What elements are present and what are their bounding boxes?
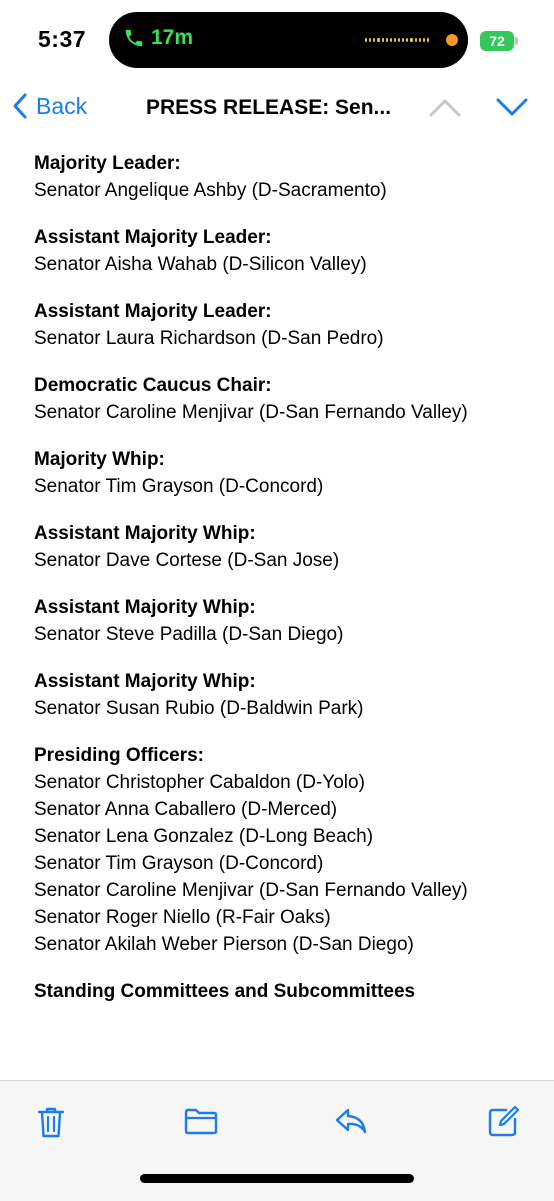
reply-icon xyxy=(333,1105,369,1137)
senator-entry: Senator Christopher Cabaldon (D-Yolo) xyxy=(34,772,365,793)
move-to-folder-button[interactable] xyxy=(183,1105,219,1142)
call-indicator[interactable] xyxy=(123,26,193,50)
battery-cap xyxy=(515,37,518,45)
senator-entry: Senator Lena Gonzalez (D-Long Beach) xyxy=(34,826,374,847)
folder-icon xyxy=(183,1105,219,1137)
status-bar xyxy=(0,0,554,80)
reply-button[interactable] xyxy=(333,1105,369,1142)
group-heading: Presiding Officers: xyxy=(34,745,204,766)
senator-entry: Senator Anna Caballero (D-Merced) xyxy=(34,799,338,820)
officer-group xyxy=(34,224,544,278)
battery-icon xyxy=(480,31,514,51)
senator-entry: Senator Caroline Menjivar (D-San Fernando Valley) xyxy=(34,402,468,423)
group-heading: Majority Leader: xyxy=(34,153,181,174)
senator-entry: Senator Steve Padilla (D-San Diego) xyxy=(34,624,344,645)
next-message-button[interactable] xyxy=(495,96,529,123)
group-heading: Majority Whip: xyxy=(34,449,165,470)
officer-group xyxy=(34,150,544,204)
back-button[interactable] xyxy=(12,92,87,120)
mic-indicator-icon xyxy=(446,34,458,46)
chevron-up-icon xyxy=(428,96,462,118)
phone-icon xyxy=(123,27,145,49)
delete-button[interactable] xyxy=(36,1105,66,1144)
compose-icon xyxy=(486,1105,520,1139)
group-heading: Assistant Majority Whip: xyxy=(34,597,256,618)
trash-icon xyxy=(36,1105,66,1139)
senator-entry: Senator Susan Rubio (D-Baldwin Park) xyxy=(34,698,364,719)
group-heading: Standing Committees and Subcommittees xyxy=(34,981,416,1002)
home-indicator[interactable] xyxy=(140,1174,414,1183)
officer-group xyxy=(34,372,544,426)
senator-entry: Senator Dave Cortese (D-San Jose) xyxy=(34,550,340,571)
status-time: 5:37 xyxy=(38,26,87,52)
senator-entry: Senator Roger Niello (R-Fair Oaks) xyxy=(34,907,331,928)
back-label: Back xyxy=(36,92,88,119)
group-heading: Assistant Majority Whip: xyxy=(34,523,256,544)
group-heading: Assistant Majority Leader: xyxy=(34,227,272,248)
officer-group xyxy=(34,446,544,500)
chevron-down-icon xyxy=(495,96,529,118)
waveform-icon xyxy=(365,38,429,42)
call-duration: 17m xyxy=(151,26,194,49)
senator-entry: Senator Caroline Menjivar (D-San Fernando Valley) xyxy=(34,880,468,901)
message-body xyxy=(34,150,544,1078)
officer-group xyxy=(34,520,544,574)
battery-level: 72 xyxy=(489,33,505,49)
dynamic-island[interactable] xyxy=(109,12,468,68)
previous-message-button[interactable] xyxy=(428,96,462,123)
group-heading: Assistant Majority Whip: xyxy=(34,671,256,692)
senator-entry: Senator Angelique Ashby (D-Sacramento) xyxy=(34,180,387,201)
officer-group xyxy=(34,978,544,1005)
group-heading: Assistant Majority Leader: xyxy=(34,301,272,322)
group-heading: Democratic Caucus Chair: xyxy=(34,375,272,396)
chevron-left-icon xyxy=(12,92,28,120)
officer-group xyxy=(34,298,544,352)
officer-group xyxy=(34,668,544,722)
nav-bar xyxy=(0,80,554,136)
senator-entry: Senator Aisha Wahab (D-Silicon Valley) xyxy=(34,254,367,275)
senator-entry: Senator Akilah Weber Pierson (D-San Diego) xyxy=(34,934,414,955)
message-subject: PRESS RELEASE: Sen... xyxy=(146,96,392,119)
compose-button[interactable] xyxy=(486,1105,520,1144)
senator-entry: Senator Laura Richardson (D-San Pedro) xyxy=(34,328,384,349)
officer-group xyxy=(34,742,544,958)
senator-entry: Senator Tim Grayson (D-Concord) xyxy=(34,476,324,497)
officer-group xyxy=(34,594,544,648)
senator-entry: Senator Tim Grayson (D-Concord) xyxy=(34,853,324,874)
